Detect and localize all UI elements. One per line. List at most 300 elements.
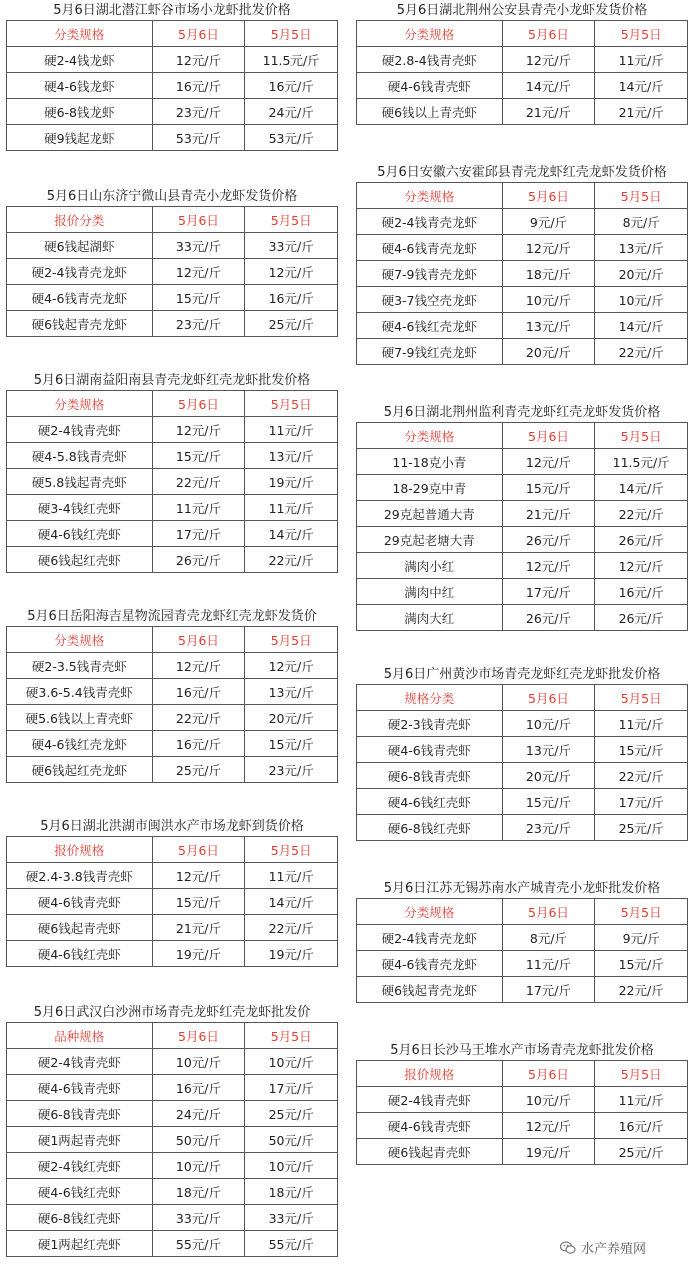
watermark-text: 水产养殖网 <box>581 1242 647 1257</box>
price-block-baishazhou <box>6 1004 338 1257</box>
table-header-row <box>7 1023 338 1049</box>
price-may6-cell: 12元/斤 <box>502 449 595 475</box>
header-date-may6: 5月6日 <box>152 1023 245 1049</box>
header-date-may6: 5月6日 <box>502 21 595 47</box>
price-table <box>6 1022 338 1257</box>
spec-cell: 硬6-8钱青壳虾 <box>357 763 503 789</box>
price-may5-cell: 14元/斤 <box>245 521 338 547</box>
table-row <box>357 737 688 763</box>
table-row <box>357 339 688 365</box>
price-may6-cell: 23元/斤 <box>152 99 245 125</box>
spec-cell: 硬2-4钱青壳龙虾 <box>7 259 153 285</box>
spec-cell: 硬4-5.8钱青壳虾 <box>7 443 153 469</box>
price-may6-cell: 19元/斤 <box>152 941 245 967</box>
table-row <box>7 731 338 757</box>
spec-cell: 硬6-8钱青壳虾 <box>7 1101 153 1127</box>
block-title: 5月6日湖北荆州公安县青壳小龙虾发货价格 <box>396 3 648 18</box>
price-may5-cell: 24元/斤 <box>245 99 338 125</box>
price-block-weishan <box>6 188 338 337</box>
wechat-icon <box>560 1241 576 1255</box>
header-date-may5: 5月5日 <box>245 1023 338 1049</box>
header-spec: 分类规格 <box>357 899 503 925</box>
table-row <box>357 925 688 951</box>
spec-cell: 硬7-9钱红壳龙虾 <box>357 339 503 365</box>
spec-cell: 硬6钱起青壳龙虾 <box>357 977 503 1003</box>
table-header-row <box>357 685 688 711</box>
spec-cell: 硬2-4钱青壳虾 <box>357 1087 503 1113</box>
table-row <box>7 311 338 337</box>
table-row <box>357 235 688 261</box>
block-title: 5月6日江苏无锡苏南水产城青壳小龙虾批发价格 <box>383 881 661 896</box>
price-may5-cell: 11元/斤 <box>245 863 338 889</box>
price-may6-cell: 13元/斤 <box>502 737 595 763</box>
price-may5-cell: 19元/斤 <box>245 469 338 495</box>
price-may6-cell: 10元/斤 <box>502 1087 595 1113</box>
price-may6-cell: 17元/斤 <box>152 521 245 547</box>
price-may6-cell: 33元/斤 <box>152 1205 245 1231</box>
table-row <box>7 469 338 495</box>
table-header-row <box>357 423 688 449</box>
table-row <box>357 711 688 737</box>
header-date-may5: 5月5日 <box>595 423 688 449</box>
header-spec: 品种规格 <box>7 1023 153 1049</box>
table-row <box>357 605 688 631</box>
table-row <box>357 475 688 501</box>
price-block-wuxi <box>356 880 688 1003</box>
header-spec: 规格分类 <box>357 685 503 711</box>
price-may5-cell: 25元/斤 <box>595 815 688 841</box>
spec-cell: 硬6-8钱龙虾 <box>7 99 153 125</box>
price-may5-cell: 11.5元/斤 <box>595 449 688 475</box>
spec-cell: 硬4-6钱红壳龙虾 <box>7 731 153 757</box>
price-may6-cell: 15元/斤 <box>152 889 245 915</box>
price-may5-cell: 15元/斤 <box>595 737 688 763</box>
price-may6-cell: 12元/斤 <box>152 417 245 443</box>
spec-cell: 硬4-6钱青壳龙虾 <box>357 951 503 977</box>
price-may5-cell: 50元/斤 <box>245 1127 338 1153</box>
price-may5-cell: 16元/斤 <box>245 73 338 99</box>
spec-cell: 硬5.8钱起青壳虾 <box>7 469 153 495</box>
table-row <box>7 1127 338 1153</box>
price-may6-cell: 9元/斤 <box>502 209 595 235</box>
spec-cell: 硬4-6钱红壳虾 <box>7 1179 153 1205</box>
price-may5-cell: 26元/斤 <box>595 605 688 631</box>
price-may5-cell: 15元/斤 <box>595 951 688 977</box>
table-row <box>7 495 338 521</box>
price-may5-cell: 16元/斤 <box>245 285 338 311</box>
spec-cell: 硬4-6钱青壳虾 <box>357 73 503 99</box>
table-row <box>357 977 688 1003</box>
header-spec: 分类规格 <box>357 183 503 209</box>
price-table <box>356 898 688 1003</box>
price-may5-cell: 22元/斤 <box>595 977 688 1003</box>
table-row <box>7 1101 338 1127</box>
spec-cell: 硬2-4钱青壳龙虾 <box>357 925 503 951</box>
price-may6-cell: 12元/斤 <box>502 1113 595 1139</box>
price-may5-cell: 11元/斤 <box>245 495 338 521</box>
price-may6-cell: 16元/斤 <box>152 731 245 757</box>
price-may5-cell: 11元/斤 <box>595 47 688 73</box>
table-row <box>7 1153 338 1179</box>
price-may6-cell: 18元/斤 <box>502 261 595 287</box>
table-row <box>7 47 338 73</box>
table-row <box>357 951 688 977</box>
price-may5-cell: 13元/斤 <box>245 443 338 469</box>
price-may6-cell: 10元/斤 <box>152 1049 245 1075</box>
table-row <box>357 501 688 527</box>
spec-cell: 硬4-6钱青壳龙虾 <box>357 235 503 261</box>
price-may6-cell: 18元/斤 <box>152 1179 245 1205</box>
table-row <box>357 449 688 475</box>
spec-cell: 硬4-6钱青壳虾 <box>357 737 503 763</box>
price-may5-cell: 16元/斤 <box>595 579 688 605</box>
table-row <box>357 73 688 99</box>
spec-cell: 硬7-9钱青壳龙虾 <box>357 261 503 287</box>
price-block-yueyang <box>6 608 338 783</box>
price-may6-cell: 21元/斤 <box>502 501 595 527</box>
price-may5-cell: 11.5元/斤 <box>245 47 338 73</box>
spec-cell: 硬4-6钱红壳龙虾 <box>357 313 503 339</box>
price-may6-cell: 24元/斤 <box>152 1101 245 1127</box>
table-row <box>7 1075 338 1101</box>
table-row <box>7 941 338 967</box>
block-title: 5月6日山东济宁微山县青壳小龙虾发货价格 <box>46 189 298 204</box>
table-header-row <box>7 207 338 233</box>
header-date-may5: 5月5日 <box>245 207 338 233</box>
price-may6-cell: 16元/斤 <box>152 679 245 705</box>
price-may6-cell: 23元/斤 <box>502 815 595 841</box>
table-header-row <box>7 627 338 653</box>
spec-cell: 硬9钱起龙虾 <box>7 125 153 151</box>
spec-cell: 硬3-4钱红壳虾 <box>7 495 153 521</box>
table-row <box>7 233 338 259</box>
price-may5-cell: 12元/斤 <box>245 259 338 285</box>
header-date-may6: 5月6日 <box>152 21 245 47</box>
block-title: 5月6日武汉白沙洲市场青壳龙虾红壳龙虾批发价 <box>33 1005 311 1020</box>
price-may6-cell: 50元/斤 <box>152 1127 245 1153</box>
spec-cell: 硬6-8钱红壳虾 <box>7 1205 153 1231</box>
price-may6-cell: 10元/斤 <box>502 287 595 313</box>
header-date-may6: 5月6日 <box>152 627 245 653</box>
header-date-may6: 5月6日 <box>502 183 595 209</box>
spec-cell: 硬4-6钱龙虾 <box>7 73 153 99</box>
spec-cell: 硬6钱起红壳龙虾 <box>7 757 153 783</box>
price-may5-cell: 25元/斤 <box>245 1101 338 1127</box>
spec-cell: 硬2-4钱青壳龙虾 <box>357 209 503 235</box>
header-spec: 分类规格 <box>7 627 153 653</box>
price-block-gongan <box>356 2 688 125</box>
price-may6-cell: 23元/斤 <box>152 311 245 337</box>
header-date-may5: 5月5日 <box>245 627 338 653</box>
price-may6-cell: 12元/斤 <box>152 47 245 73</box>
spec-cell: 硬6钱起青壳虾 <box>7 915 153 941</box>
header-date-may5: 5月5日 <box>595 685 688 711</box>
price-may6-cell: 22元/斤 <box>152 705 245 731</box>
spec-cell: 18-29克中青 <box>357 475 503 501</box>
price-may5-cell: 13元/斤 <box>595 235 688 261</box>
price-may6-cell: 16元/斤 <box>152 1075 245 1101</box>
price-block-qianjiang <box>6 2 338 151</box>
table-row <box>357 209 688 235</box>
table-row <box>7 259 338 285</box>
price-may6-cell: 25元/斤 <box>152 757 245 783</box>
price-may5-cell: 18元/斤 <box>245 1179 338 1205</box>
header-date-may6: 5月6日 <box>502 423 595 449</box>
price-may6-cell: 12元/斤 <box>502 235 595 261</box>
table-row <box>7 1179 338 1205</box>
price-may5-cell: 23元/斤 <box>245 757 338 783</box>
block-title: 5月6日湖南益阳南县青壳龙虾红壳龙虾批发价格 <box>33 373 311 388</box>
price-may6-cell: 13元/斤 <box>502 313 595 339</box>
table-row <box>7 1205 338 1231</box>
price-may6-cell: 20元/斤 <box>502 339 595 365</box>
table-row <box>357 789 688 815</box>
block-title: 5月6日岳阳海吉星物流园青壳龙虾红壳龙虾发货价 <box>27 609 317 624</box>
spec-cell: 硬2-4钱青壳虾 <box>7 417 153 443</box>
table-row <box>357 313 688 339</box>
spec-cell: 硬3-7钱空壳龙虾 <box>357 287 503 313</box>
spec-cell: 硬2.8-4钱青壳虾 <box>357 47 503 73</box>
block-title: 5月6日广州黄沙市场青壳龙虾红壳龙虾批发价格 <box>383 667 661 682</box>
header-spec: 分类规格 <box>357 21 503 47</box>
price-may5-cell: 10元/斤 <box>595 287 688 313</box>
header-spec: 分类规格 <box>7 21 153 47</box>
spec-cell: 满肉大红 <box>357 605 503 631</box>
price-may5-cell: 20元/斤 <box>595 261 688 287</box>
price-table <box>6 390 338 573</box>
table-header-row <box>357 899 688 925</box>
spec-cell: 硬6钱起青壳龙虾 <box>7 311 153 337</box>
price-table <box>356 1060 688 1165</box>
price-may5-cell: 17元/斤 <box>595 789 688 815</box>
spec-cell: 硬3.6-5.4钱青壳虾 <box>7 679 153 705</box>
price-may6-cell: 11元/斤 <box>152 495 245 521</box>
block-title: 5月6日湖北洪湖市闽洪水产市场龙虾到货价格 <box>40 819 304 834</box>
header-spec: 报价分类 <box>7 207 153 233</box>
header-date-may5: 5月5日 <box>245 391 338 417</box>
table-row <box>7 521 338 547</box>
table-row <box>357 763 688 789</box>
spec-cell: 硬4-6钱青壳虾 <box>357 1113 503 1139</box>
table-row <box>357 1087 688 1113</box>
price-may5-cell: 33元/斤 <box>245 1205 338 1231</box>
spec-cell: 硬2-4钱龙虾 <box>7 47 153 73</box>
price-may5-cell: 11元/斤 <box>245 417 338 443</box>
price-may5-cell: 15元/斤 <box>245 731 338 757</box>
price-table <box>356 422 688 631</box>
block-title: 5月6日长沙马王堆水产市场青壳龙虾批发价格 <box>390 1043 654 1058</box>
price-may6-cell: 12元/斤 <box>152 653 245 679</box>
table-row <box>357 99 688 125</box>
price-block-jianli <box>356 404 688 631</box>
table-row <box>7 757 338 783</box>
price-may5-cell: 20元/斤 <box>245 705 338 731</box>
header-date-may5: 5月5日 <box>595 21 688 47</box>
header-spec: 报价规格 <box>357 1061 503 1087</box>
spec-cell: 硬2-4钱青壳虾 <box>7 1049 153 1075</box>
price-table <box>356 20 688 125</box>
header-date-may6: 5月6日 <box>502 899 595 925</box>
price-may5-cell: 22元/斤 <box>245 915 338 941</box>
spec-cell: 硬4-6钱青壳虾 <box>7 1075 153 1101</box>
header-date-may6: 5月6日 <box>152 207 245 233</box>
header-spec: 报价规格 <box>7 837 153 863</box>
price-may6-cell: 15元/斤 <box>152 443 245 469</box>
table-row <box>357 287 688 313</box>
spec-cell: 硬5.6钱以上青壳虾 <box>7 705 153 731</box>
price-may5-cell: 53元/斤 <box>245 125 338 151</box>
table-row <box>357 261 688 287</box>
header-date-may6: 5月6日 <box>152 391 245 417</box>
price-may6-cell: 10元/斤 <box>152 1153 245 1179</box>
header-spec: 分类规格 <box>7 391 153 417</box>
spec-cell: 硬6钱起红壳虾 <box>7 547 153 573</box>
price-may5-cell: 11元/斤 <box>595 711 688 737</box>
header-spec: 分类规格 <box>357 423 503 449</box>
table-row <box>7 547 338 573</box>
spec-cell: 硬6钱以上青壳虾 <box>357 99 503 125</box>
block-title: 5月6日湖北潜江虾谷市场小龙虾批发价格 <box>53 3 291 18</box>
spec-cell: 硬4-6钱青壳虾 <box>7 889 153 915</box>
table-row <box>357 579 688 605</box>
table-row <box>357 815 688 841</box>
price-may6-cell: 16元/斤 <box>152 73 245 99</box>
table-row <box>7 73 338 99</box>
price-may6-cell: 10元/斤 <box>502 711 595 737</box>
table-row <box>357 47 688 73</box>
price-table <box>356 182 688 365</box>
spec-cell: 硬4-6钱红壳虾 <box>7 941 153 967</box>
price-may6-cell: 33元/斤 <box>152 233 245 259</box>
price-may5-cell: 55元/斤 <box>245 1231 338 1257</box>
table-row <box>357 1113 688 1139</box>
header-date-may5: 5月5日 <box>595 183 688 209</box>
table-header-row <box>357 1061 688 1087</box>
price-may5-cell: 9元/斤 <box>595 925 688 951</box>
price-may6-cell: 12元/斤 <box>152 863 245 889</box>
table-row <box>7 653 338 679</box>
header-date-may5: 5月5日 <box>595 899 688 925</box>
price-may5-cell: 14元/斤 <box>595 475 688 501</box>
price-may6-cell: 15元/斤 <box>502 475 595 501</box>
price-may5-cell: 25元/斤 <box>245 311 338 337</box>
price-block-honghu <box>6 818 338 967</box>
block-title: 5月6日安徽六安霍邱县青壳龙虾红壳龙虾发货价格 <box>377 165 667 180</box>
table-row <box>7 679 338 705</box>
price-may5-cell: 14元/斤 <box>595 313 688 339</box>
table-row <box>357 553 688 579</box>
price-may5-cell: 19元/斤 <box>245 941 338 967</box>
spec-cell: 硬1两起红壳虾 <box>7 1231 153 1257</box>
table-row <box>357 1139 688 1165</box>
table-row <box>7 1231 338 1257</box>
price-may6-cell: 17元/斤 <box>502 579 595 605</box>
price-may6-cell: 21元/斤 <box>502 99 595 125</box>
price-may5-cell: 22元/斤 <box>595 501 688 527</box>
header-date-may5: 5月5日 <box>595 1061 688 1087</box>
price-may5-cell: 13元/斤 <box>245 679 338 705</box>
price-may5-cell: 16元/斤 <box>595 1113 688 1139</box>
price-may6-cell: 20元/斤 <box>502 763 595 789</box>
price-block-nanxian <box>6 372 338 573</box>
spec-cell: 11-18克小青 <box>357 449 503 475</box>
price-may6-cell: 12元/斤 <box>502 553 595 579</box>
spec-cell: 29克起老塘大青 <box>357 527 503 553</box>
price-table <box>356 684 688 841</box>
spec-cell: 硬6钱起青壳虾 <box>357 1139 503 1165</box>
price-block-mawangdui <box>356 1042 688 1165</box>
spec-cell: 硬2.4-3.8钱青壳虾 <box>7 863 153 889</box>
spec-cell: 硬6-8钱红壳虾 <box>357 815 503 841</box>
spec-cell: 硬2-3钱青壳虾 <box>357 711 503 737</box>
price-may5-cell: 12元/斤 <box>245 653 338 679</box>
price-may6-cell: 55元/斤 <box>152 1231 245 1257</box>
price-table <box>6 20 338 151</box>
price-may5-cell: 14元/斤 <box>245 889 338 915</box>
price-may6-cell: 12元/斤 <box>152 259 245 285</box>
price-may6-cell: 8元/斤 <box>502 925 595 951</box>
spec-cell: 硬4-6钱红壳虾 <box>357 789 503 815</box>
price-may5-cell: 14元/斤 <box>595 73 688 99</box>
price-may5-cell: 8元/斤 <box>595 209 688 235</box>
table-header-row <box>357 183 688 209</box>
header-date-may5: 5月5日 <box>245 21 338 47</box>
price-may6-cell: 53元/斤 <box>152 125 245 151</box>
price-block-huoqiu <box>356 164 688 365</box>
table-row <box>7 99 338 125</box>
watermark <box>560 1238 646 1257</box>
header-date-may6: 5月6日 <box>502 1061 595 1087</box>
header-date-may6: 5月6日 <box>152 837 245 863</box>
table-row <box>7 443 338 469</box>
price-may6-cell: 26元/斤 <box>502 605 595 631</box>
block-title: 5月6日湖北荆州监利青壳龙虾红壳龙虾发货价格 <box>383 405 661 420</box>
price-table <box>6 626 338 783</box>
price-may6-cell: 21元/斤 <box>152 915 245 941</box>
table-row <box>7 125 338 151</box>
table-header-row <box>357 21 688 47</box>
price-may6-cell: 22元/斤 <box>152 469 245 495</box>
spec-cell: 满肉小红 <box>357 553 503 579</box>
price-may6-cell: 17元/斤 <box>502 977 595 1003</box>
price-may5-cell: 22元/斤 <box>595 339 688 365</box>
table-header-row <box>7 21 338 47</box>
header-date-may5: 5月5日 <box>245 837 338 863</box>
header-date-may6: 5月6日 <box>502 685 595 711</box>
spec-cell: 硬6钱起湖虾 <box>7 233 153 259</box>
table-header-row <box>7 391 338 417</box>
price-may5-cell: 33元/斤 <box>245 233 338 259</box>
price-may5-cell: 25元/斤 <box>595 1139 688 1165</box>
price-may6-cell: 26元/斤 <box>502 527 595 553</box>
table-row <box>7 285 338 311</box>
price-may6-cell: 15元/斤 <box>152 285 245 311</box>
price-may5-cell: 17元/斤 <box>245 1075 338 1101</box>
price-may5-cell: 26元/斤 <box>595 527 688 553</box>
price-may6-cell: 15元/斤 <box>502 789 595 815</box>
spec-cell: 满肉中红 <box>357 579 503 605</box>
price-table <box>6 206 338 337</box>
price-may5-cell: 10元/斤 <box>245 1153 338 1179</box>
price-may5-cell: 21元/斤 <box>595 99 688 125</box>
table-row <box>7 1049 338 1075</box>
price-may6-cell: 26元/斤 <box>152 547 245 573</box>
table-row <box>7 889 338 915</box>
spec-cell: 硬4-6钱红壳虾 <box>7 521 153 547</box>
table-row <box>7 863 338 889</box>
spec-cell: 硬4-6钱青壳龙虾 <box>7 285 153 311</box>
table-row <box>7 417 338 443</box>
